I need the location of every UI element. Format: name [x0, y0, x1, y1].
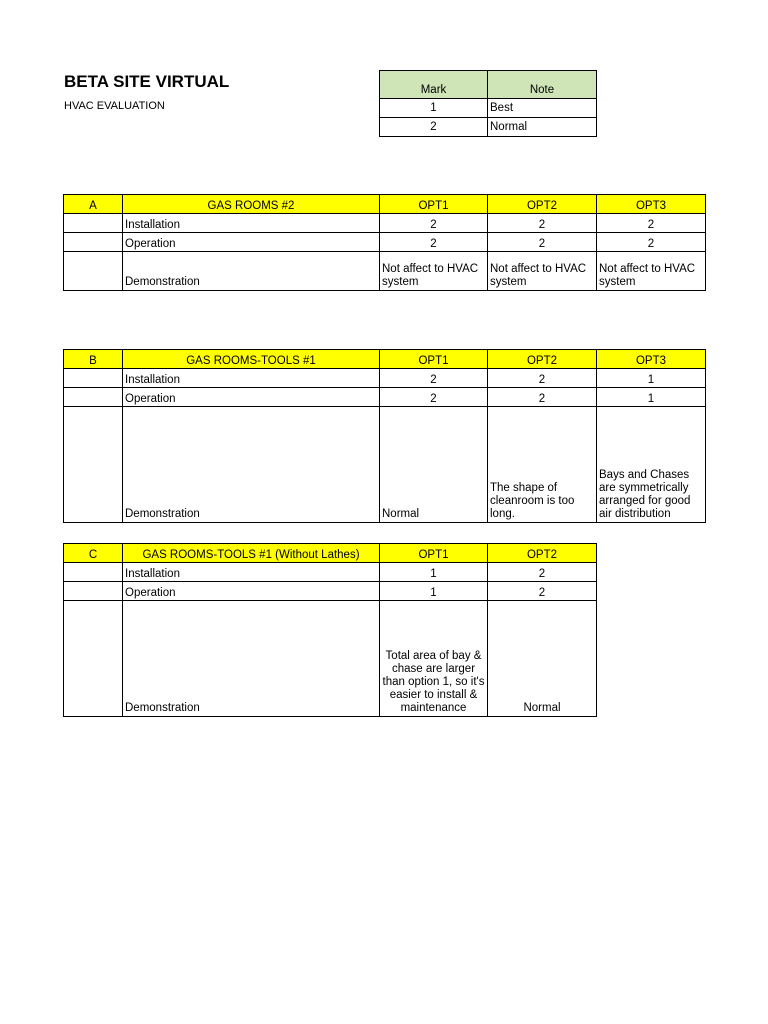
- demonstration-cell: Not affect to HVAC system: [488, 252, 597, 291]
- operation-row: [64, 582, 597, 601]
- operation-row: [64, 388, 706, 407]
- score-cell: 1: [597, 388, 706, 407]
- empty-cell: [64, 601, 123, 717]
- empty-cell: [64, 407, 123, 523]
- operation-row: [64, 233, 706, 252]
- row-label: Demonstration: [123, 252, 380, 291]
- section-header-row: [64, 195, 706, 214]
- empty-cell: [64, 214, 123, 233]
- score-cell: 2: [380, 388, 488, 407]
- row-label: Operation: [123, 582, 380, 601]
- legend-table: [379, 70, 597, 137]
- score-cell: 1: [380, 563, 488, 582]
- option-header: OPT1: [380, 195, 488, 214]
- score-cell: 2: [380, 369, 488, 388]
- option-header: OPT2: [488, 195, 597, 214]
- score-cell: 2: [488, 388, 597, 407]
- legend-row: [380, 118, 597, 137]
- installation-row: [64, 214, 706, 233]
- empty-cell: [64, 233, 123, 252]
- score-cell: 1: [380, 582, 488, 601]
- score-cell: 2: [488, 582, 597, 601]
- demonstration-row: [64, 601, 597, 717]
- installation-row: [64, 563, 597, 582]
- score-cell: 2: [488, 233, 597, 252]
- option-header: OPT2: [488, 544, 597, 563]
- row-label: Installation: [123, 214, 380, 233]
- option-header: OPT3: [597, 350, 706, 369]
- section-header-row: [64, 350, 706, 369]
- empty-cell: [64, 582, 123, 601]
- score-cell: 1: [597, 369, 706, 388]
- demonstration-cell: Normal: [380, 407, 488, 523]
- legend-header-note: Note: [488, 71, 597, 99]
- section-b-table: [63, 349, 706, 523]
- option-header: OPT3: [597, 195, 706, 214]
- section-title: GAS ROOMS #2: [123, 195, 380, 214]
- demonstration-cell: Normal: [488, 601, 597, 717]
- legend-row: [380, 99, 597, 118]
- section-code: A: [64, 195, 123, 214]
- legend-note: Best: [488, 99, 597, 118]
- legend-header-row: [380, 71, 597, 99]
- option-header: OPT1: [380, 350, 488, 369]
- score-cell: 2: [380, 233, 488, 252]
- score-cell: 2: [597, 233, 706, 252]
- legend-header-mark: Mark: [380, 71, 488, 99]
- section-a-table: [63, 194, 706, 291]
- section-code: C: [64, 544, 123, 563]
- demonstration-cell: Total area of bay & chase are larger than option 1, so it's easier to install & maintenance: [380, 601, 488, 717]
- option-header: OPT1: [380, 544, 488, 563]
- legend-mark: 2: [380, 118, 488, 137]
- empty-cell: [64, 563, 123, 582]
- demonstration-row: [64, 407, 706, 523]
- demonstration-cell: Not affect to HVAC system: [380, 252, 488, 291]
- section-code: B: [64, 350, 123, 369]
- score-cell: 2: [488, 563, 597, 582]
- empty-cell: [64, 252, 123, 291]
- demonstration-row: [64, 252, 706, 291]
- row-label: Demonstration: [123, 407, 380, 523]
- score-cell: 2: [488, 214, 597, 233]
- score-cell: 2: [597, 214, 706, 233]
- demonstration-cell: The shape of cleanroom is too long.: [488, 407, 597, 523]
- section-title: GAS ROOMS-TOOLS #1 (Without Lathes): [123, 544, 380, 563]
- empty-cell: [64, 369, 123, 388]
- option-header: OPT2: [488, 350, 597, 369]
- row-label: Operation: [123, 233, 380, 252]
- score-cell: 2: [380, 214, 488, 233]
- section-title: GAS ROOMS-TOOLS #1: [123, 350, 380, 369]
- demonstration-cell: Bays and Chases are symmetrically arranged for good air distribution: [597, 407, 706, 523]
- section-c-table: [63, 543, 597, 717]
- demonstration-cell: Not affect to HVAC system: [597, 252, 706, 291]
- installation-row: [64, 369, 706, 388]
- legend-note: Normal: [488, 118, 597, 137]
- score-cell: 2: [488, 369, 597, 388]
- row-label: Demonstration: [123, 601, 380, 717]
- legend-mark: 1: [380, 99, 488, 118]
- page-subtitle: HVAC EVALUATION: [64, 100, 165, 112]
- row-label: Installation: [123, 563, 380, 582]
- section-header-row: [64, 544, 597, 563]
- page-title: BETA SITE VIRTUAL: [64, 72, 230, 91]
- row-label: Installation: [123, 369, 380, 388]
- row-label: Operation: [123, 388, 380, 407]
- empty-cell: [64, 388, 123, 407]
